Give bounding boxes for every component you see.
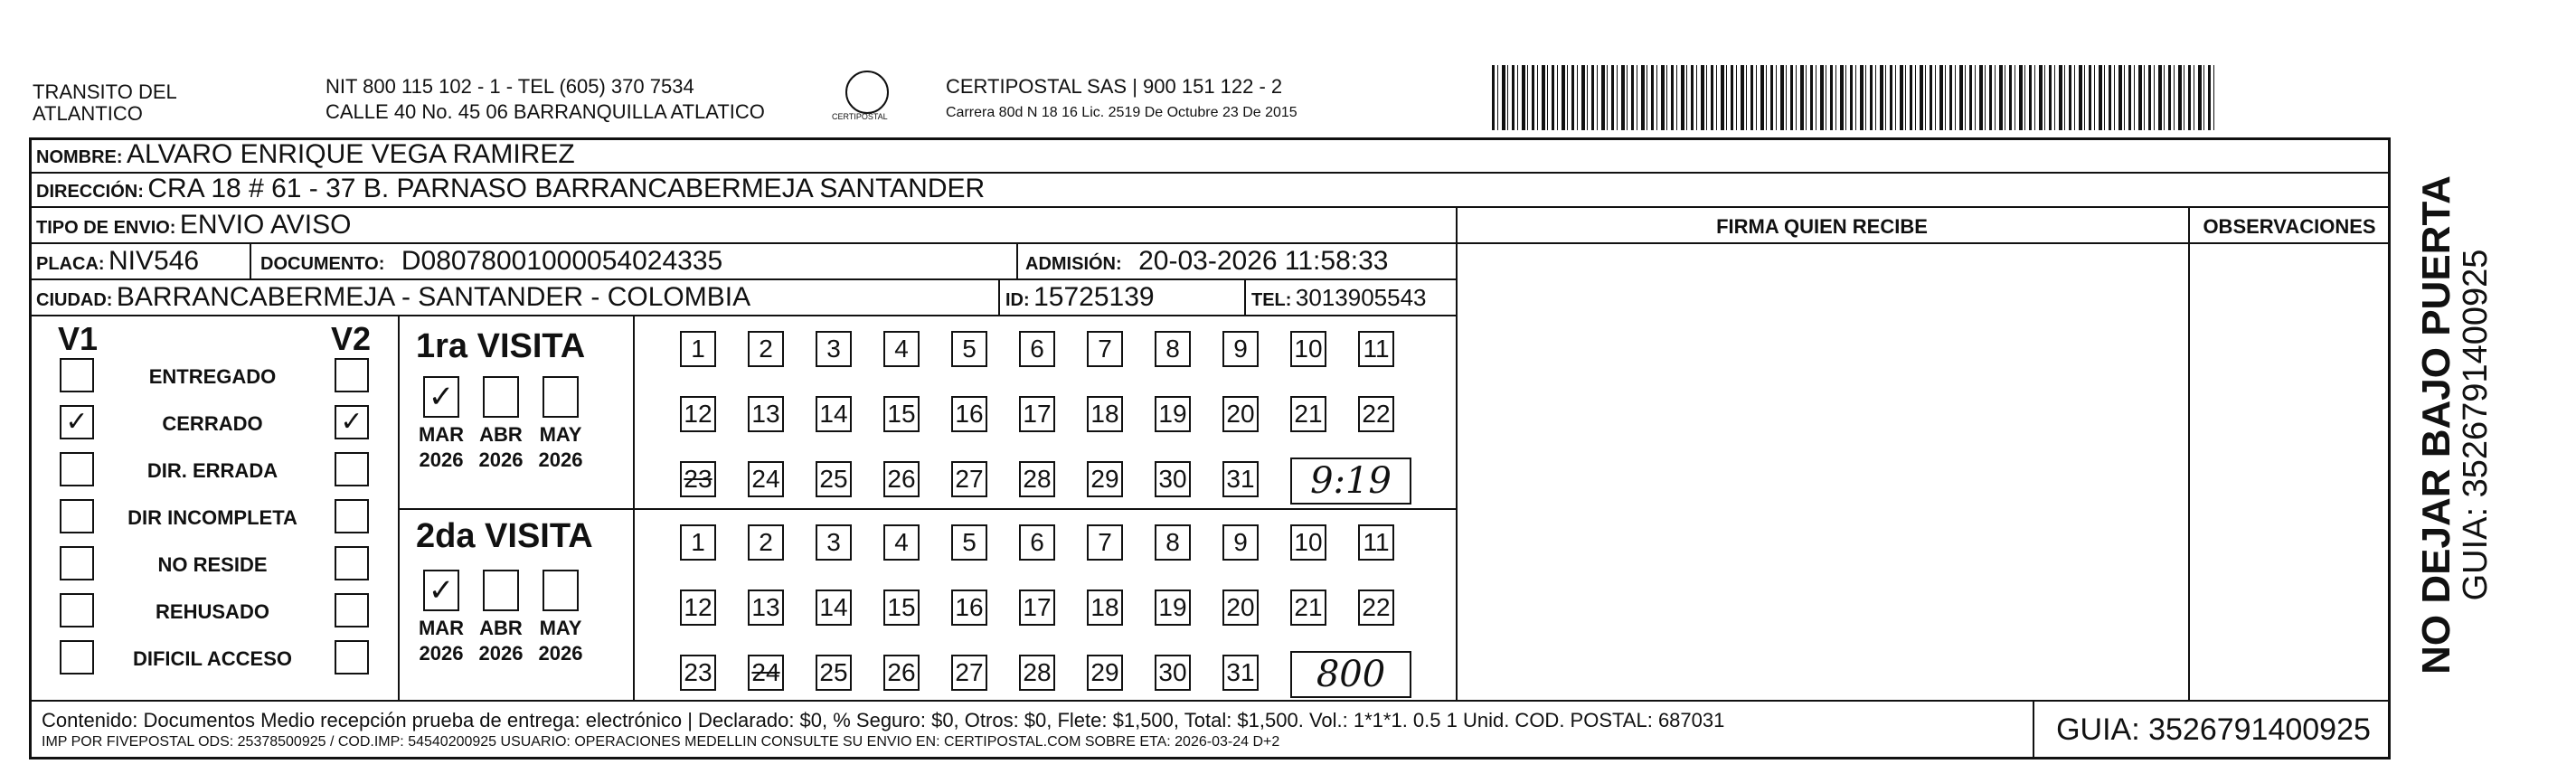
rule — [250, 242, 251, 278]
day-box[interactable]: 8 — [1155, 524, 1191, 561]
day-box[interactable]: 6 — [1019, 331, 1055, 367]
month-checkbox[interactable] — [483, 376, 519, 418]
day-box[interactable]: 1 — [680, 524, 716, 561]
v1-checkbox[interactable]: ✓ — [60, 405, 94, 439]
month-label: ABR — [479, 617, 523, 639]
day-box[interactable]: 25 — [816, 655, 852, 691]
rule — [2188, 206, 2190, 700]
month-label: MAR — [418, 423, 465, 446]
day-box[interactable]: 19 — [1155, 590, 1191, 626]
day-box[interactable]: 22 — [1358, 590, 1394, 626]
issuer-name-line1: TRANSITO DEL — [33, 80, 177, 103]
tipo-envio-value: ENVIO AVISO — [179, 210, 352, 240]
day-box[interactable]: 18 — [1087, 396, 1123, 432]
day-box[interactable]: 5 — [951, 524, 987, 561]
day-box[interactable]: 30 — [1155, 461, 1191, 497]
month-label: MAY — [539, 617, 582, 639]
rule — [633, 315, 635, 700]
tel-label: TEL: — [1251, 290, 1292, 310]
day-box[interactable]: 21 — [1290, 590, 1326, 626]
day-box[interactable]: 22 — [1358, 396, 1394, 432]
month-checkbox[interactable] — [543, 376, 579, 418]
year-label: 2026 — [419, 448, 464, 471]
day-box-marked[interactable]: 23 — [680, 461, 716, 497]
reason-label: ENTREGADO — [148, 365, 277, 388]
reason-label: NO RESIDE — [157, 553, 268, 576]
company-line: CERTIPOSTAL SAS | 900 151 122 - 2 — [946, 75, 1283, 98]
v1-checkbox[interactable] — [60, 499, 94, 533]
day-box[interactable]: 11 — [1358, 331, 1394, 367]
direccion-value: CRA 18 # 61 - 37 B. PARNASO BARRANCABERMEJA SANTANDER — [147, 174, 986, 203]
day-box[interactable]: 14 — [816, 396, 852, 432]
tel-row — [1251, 282, 1427, 317]
visit2-title: 2da VISITA — [416, 517, 593, 555]
rule — [1456, 206, 1458, 700]
day-box[interactable]: 11 — [1358, 524, 1394, 561]
ciudad-label: CIUDAD: — [36, 290, 113, 310]
no-dejar-bajo-puerta: NO DEJAR BAJO PUERTA — [2414, 175, 2458, 675]
day-box[interactable]: 29 — [1087, 655, 1123, 691]
day-box[interactable]: 27 — [951, 655, 987, 691]
day-box[interactable]: 2 — [748, 331, 784, 367]
id-label: ID: — [1005, 290, 1030, 310]
day-box[interactable]: 18 — [1087, 590, 1123, 626]
v2-checkbox[interactable] — [335, 499, 369, 533]
print-info-line: IMP POR FIVEPOSTAL ODS: 25378500925 / COD.IMP: 54540200925 USUARIO: OPERACIONES MEDELLIN CONSULTE SU ENVIO EN: CERTIPOSTAL.COM SOBRE ETA: 2026-03-24 D+2 — [42, 734, 1280, 750]
visit1-title: 1ra VISITA — [416, 327, 586, 365]
contents-line: Contenido: Documentos Medio recepción prueba de entrega: electrónico | Declarado: $0, % Seguro: $0, Otros: $0, Flete: $1,500, Total: $1,500. Vol.: 1*1*1. 0.5 1 Unid. COD. POSTAL: 687031 — [42, 709, 1725, 731]
day-box[interactable]: 15 — [883, 396, 920, 432]
id-row — [1005, 282, 1155, 317]
tipo-envio-label: TIPO DE ENVIO: — [36, 218, 176, 238]
day-box[interactable]: 29 — [1087, 461, 1123, 497]
barcode — [1492, 65, 2215, 130]
documento-row — [260, 246, 722, 281]
v2-checkbox[interactable] — [335, 640, 369, 675]
year-label: 2026 — [478, 642, 524, 665]
month-checkbox[interactable]: ✓ — [423, 376, 459, 418]
day-box[interactable]: 31 — [1222, 461, 1259, 497]
day-box[interactable]: 19 — [1155, 396, 1191, 432]
day-box[interactable]: 3 — [816, 331, 852, 367]
day-box[interactable]: 4 — [883, 331, 920, 367]
logo-caption: CERTIPOSTAL — [832, 112, 888, 121]
license-line: Carrera 80d N 18 16 Lic. 2519 De Octubre 23 De 2015 — [946, 105, 1297, 120]
v1-header: V1 — [58, 320, 99, 357]
day-box[interactable]: 16 — [951, 396, 987, 432]
side-guia: GUIA: 3526791400925 — [2457, 249, 2495, 601]
v2-checkbox[interactable]: ✓ — [335, 405, 369, 439]
v1-checkbox[interactable] — [60, 452, 94, 486]
day-box[interactable]: 2 — [748, 524, 784, 561]
v2-checkbox[interactable] — [335, 358, 369, 392]
guia-number: GUIA: 3526791400925 — [2033, 702, 2392, 758]
v2-header: V2 — [331, 320, 372, 357]
ciudad-row — [36, 282, 750, 317]
day-box[interactable]: 12 — [680, 396, 716, 432]
placa-label: PLACA: — [36, 254, 105, 274]
day-box[interactable]: 15 — [883, 590, 920, 626]
day-box[interactable]: 25 — [816, 461, 852, 497]
day-box[interactable]: 16 — [951, 590, 987, 626]
hour-box[interactable]: 9:19 — [1290, 458, 1411, 505]
v1-checkbox[interactable] — [60, 593, 94, 627]
day-box[interactable]: 5 — [951, 331, 987, 367]
day-box[interactable]: 1 — [680, 331, 716, 367]
day-box-marked[interactable]: 24 — [748, 655, 784, 691]
year-label: 2026 — [419, 642, 464, 665]
day-box[interactable]: 28 — [1019, 655, 1055, 691]
observaciones-header: OBSERVACIONES — [2203, 215, 2376, 238]
day-box[interactable]: 20 — [1222, 590, 1259, 626]
day-box[interactable]: 13 — [748, 396, 784, 432]
certipostal-logo-icon — [845, 71, 889, 114]
year-label: 2026 — [538, 642, 583, 665]
day-box[interactable]: 3 — [816, 524, 852, 561]
day-box[interactable]: 6 — [1019, 524, 1055, 561]
day-box[interactable]: 23 — [680, 655, 716, 691]
admision-label: ADMISIÓN: — [1025, 254, 1122, 274]
day-box[interactable]: 10 — [1290, 331, 1326, 367]
v2-checkbox[interactable] — [335, 546, 369, 580]
day-box[interactable]: 7 — [1087, 524, 1123, 561]
rule — [1016, 242, 1018, 278]
reason-label: DIR INCOMPLETA — [127, 506, 297, 529]
day-box[interactable]: 26 — [883, 655, 920, 691]
day-box[interactable]: 20 — [1222, 396, 1259, 432]
v2-checkbox[interactable] — [335, 452, 369, 486]
day-box[interactable]: 21 — [1290, 396, 1326, 432]
month-label: MAY — [539, 423, 582, 446]
nombre-label: NOMBRE: — [36, 147, 123, 167]
day-box[interactable]: 31 — [1222, 655, 1259, 691]
day-box[interactable]: 24 — [748, 461, 784, 497]
placa-row — [36, 246, 199, 281]
issuer-name-line2: ATLANTICO — [33, 102, 143, 125]
direccion-row — [36, 174, 985, 209]
issuer-address: CALLE 40 No. 45 06 BARRANQUILLA ATLATICO — [326, 100, 765, 123]
day-box[interactable]: 4 — [883, 524, 920, 561]
month-checkbox[interactable] — [483, 570, 519, 611]
reason-label: REHUSADO — [156, 600, 269, 623]
day-box[interactable]: 26 — [883, 461, 920, 497]
day-box[interactable]: 30 — [1155, 655, 1191, 691]
day-box[interactable]: 9 — [1222, 331, 1259, 367]
ciudad-value: BARRANCABERMEJA - SANTANDER - COLOMBIA — [116, 282, 751, 312]
rule — [398, 508, 1456, 510]
rule — [398, 315, 400, 700]
rule — [998, 278, 1000, 315]
firma-header: FIRMA QUIEN RECIBE — [1716, 215, 1928, 238]
year-label: 2026 — [478, 448, 524, 471]
side-notice — [2416, 175, 2494, 675]
day-box[interactable]: 17 — [1019, 590, 1055, 626]
month-label: MAR — [418, 617, 465, 639]
v2-checkbox[interactable] — [335, 593, 369, 627]
v1-checkbox[interactable] — [60, 546, 94, 580]
tel-value: 3013905543 — [1295, 284, 1427, 311]
documento-value: D08078001000054024335 — [401, 246, 723, 276]
day-box[interactable]: 10 — [1290, 524, 1326, 561]
nit-line: NIT 800 115 102 - 1 - TEL (605) 370 7534 — [326, 75, 694, 98]
day-box[interactable]: 9 — [1222, 524, 1259, 561]
day-box[interactable]: 7 — [1087, 331, 1123, 367]
v1-checkbox[interactable] — [60, 358, 94, 392]
v1-checkbox[interactable] — [60, 640, 94, 675]
month-checkbox[interactable]: ✓ — [423, 570, 459, 611]
month-label: ABR — [479, 423, 523, 446]
rule — [1244, 278, 1246, 315]
placa-value: NIV546 — [109, 246, 200, 276]
reason-label: DIFICIL ACCESO — [132, 647, 292, 670]
day-box[interactable]: 17 — [1019, 396, 1055, 432]
admision-value: 20-03-2026 11:58:33 — [1138, 246, 1389, 276]
id-value: 15725139 — [1033, 282, 1155, 312]
tipo-envio-row — [36, 210, 351, 245]
day-box[interactable]: 28 — [1019, 461, 1055, 497]
reason-label: CERRADO — [162, 412, 263, 435]
rule — [29, 242, 2391, 244]
admision-row — [1025, 246, 1388, 281]
nombre-value: ALVARO ENRIQUE VEGA RAMIREZ — [127, 139, 575, 169]
year-label: 2026 — [538, 448, 583, 471]
day-box[interactable]: 8 — [1155, 331, 1191, 367]
day-box[interactable]: 27 — [951, 461, 987, 497]
hour-box[interactable]: 800 — [1290, 651, 1411, 698]
nombre-row — [36, 139, 575, 175]
month-checkbox[interactable] — [543, 570, 579, 611]
day-box[interactable]: 14 — [816, 590, 852, 626]
direccion-label: DIRECCIÓN: — [36, 182, 144, 202]
reason-label: DIR. ERRADA — [146, 459, 278, 482]
day-box[interactable]: 13 — [748, 590, 784, 626]
day-box[interactable]: 12 — [680, 590, 716, 626]
documento-label: DOCUMENTO: — [260, 254, 385, 274]
